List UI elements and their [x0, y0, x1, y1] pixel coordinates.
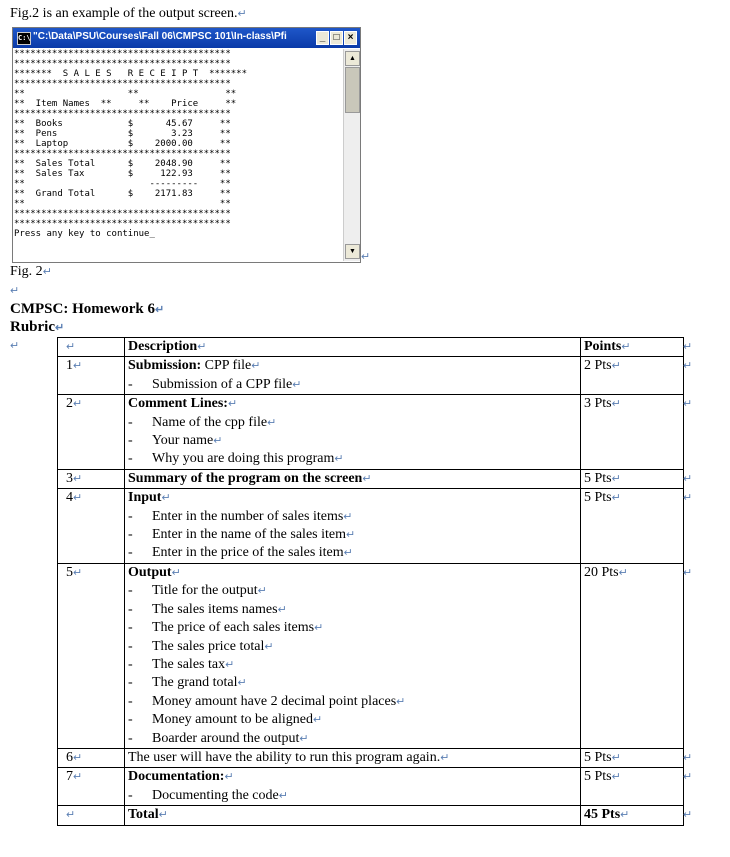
- row-title-rest: CPP file: [201, 358, 252, 374]
- total-points: [581, 806, 684, 825]
- table-row: [58, 768, 684, 806]
- paragraph-mark-icon: ↵: [611, 360, 621, 373]
- header-points-label: Points: [584, 339, 622, 354]
- console-output: [14, 49, 342, 261]
- row-title: Output: [128, 564, 172, 580]
- rubric-item: Enter in the price of the sales item: [152, 545, 344, 561]
- paragraph-mark-icon: ↵: [73, 566, 83, 579]
- paragraph-mark-icon: ↵: [334, 453, 344, 466]
- paragraph-mark-icon: ↵: [66, 809, 76, 822]
- bullet-dash-icon: -: [128, 675, 133, 691]
- row-number: [58, 469, 125, 488]
- bullet-dash-icon: -: [128, 376, 133, 392]
- row-title: Summary of the program on the screen: [128, 470, 363, 486]
- row-points-value: 3 Pts: [584, 396, 612, 412]
- console-icon: C:\: [17, 32, 31, 45]
- paragraph-mark-icon: ↵: [225, 658, 235, 671]
- rubric-item: Submission of a CPP file: [152, 376, 293, 392]
- rubric-item: The price of each sales items: [152, 620, 315, 636]
- row-description: [125, 489, 581, 564]
- paragraph-mark-icon: ↵: [10, 285, 20, 297]
- paragraph-mark-icon: ↵: [224, 771, 234, 784]
- bullet-dash-icon: -: [128, 638, 133, 654]
- paragraph-mark-icon: ↵: [278, 789, 288, 802]
- paragraph-mark-icon: ↵: [66, 341, 76, 353]
- paragraph-mark-icon: ↵: [611, 492, 621, 505]
- row-number: [58, 489, 125, 564]
- table-row: [58, 748, 684, 767]
- row-end-mark-icon: ↵: [683, 771, 693, 783]
- bullet-dash-icon: -: [128, 508, 133, 524]
- paragraph-mark-icon: ↵: [277, 603, 287, 616]
- row-end-mark-icon: ↵: [683, 341, 693, 353]
- table-total-row: [58, 806, 684, 825]
- table-header-row: [58, 338, 684, 357]
- row-description: [125, 563, 581, 748]
- row-number-value: 5: [66, 564, 73, 580]
- row-number: [58, 748, 125, 767]
- bullet-dash-icon: -: [128, 414, 133, 430]
- paragraph-mark-icon: ↵: [73, 771, 83, 784]
- bullet-dash-icon: -: [128, 656, 133, 672]
- paragraph-mark-icon: ↵: [73, 492, 83, 505]
- row-end-mark-icon: ↵: [683, 567, 693, 579]
- row-number-value: 7: [66, 769, 73, 785]
- row-points: [581, 768, 684, 806]
- row-description: [125, 357, 581, 395]
- bullet-dash-icon: -: [128, 451, 133, 467]
- total-label: [125, 806, 581, 825]
- bullet-dash-icon: -: [128, 433, 133, 449]
- paragraph-mark-icon: ↵: [396, 695, 406, 708]
- rubric-item: Money amount have 2 decimal point places: [152, 693, 397, 709]
- paragraph-mark-icon: ↵: [440, 751, 450, 764]
- paragraph-mark-icon: ↵: [621, 341, 631, 353]
- bullet-dash-icon: -: [128, 693, 133, 709]
- row-number-value: 6: [66, 749, 73, 765]
- row-number-value: 4: [66, 490, 73, 506]
- paragraph-mark-icon: ↵: [343, 547, 353, 560]
- rubric-item: Your name: [152, 433, 214, 449]
- bullet-dash-icon: -: [128, 787, 133, 803]
- paragraph-mark-icon: ↵: [257, 585, 267, 598]
- row-number: [58, 563, 125, 748]
- paragraph-mark-icon: ↵: [312, 714, 323, 727]
- row-end-mark-icon: ↵: [683, 492, 693, 504]
- table-row: [58, 563, 684, 748]
- row-title: Input: [128, 490, 162, 506]
- bullet-dash-icon: -: [128, 712, 133, 728]
- page-title: CMPSC: Homework 6↵: [10, 301, 165, 317]
- rubric-item: Why you are doing this program: [152, 451, 335, 467]
- scroll-up-icon[interactable]: ▲: [345, 51, 360, 66]
- row-end-mark-icon: ↵: [683, 809, 693, 821]
- row-points-value: 5 Pts: [584, 490, 612, 506]
- paragraph-mark-icon: ↵: [314, 622, 324, 635]
- row-points: [581, 563, 684, 748]
- paragraph-mark-icon: ↵: [158, 809, 168, 822]
- rubric-item: The sales tax: [152, 656, 226, 672]
- total-label-text: Total: [128, 807, 159, 823]
- row-title: Comment Lines:: [128, 396, 228, 412]
- paragraph-mark-icon: ↵: [251, 360, 261, 373]
- row-description: [125, 395, 581, 470]
- paragraph-mark-icon: ↵: [171, 566, 181, 579]
- paragraph-mark-icon: ↵: [161, 492, 171, 505]
- row-points: [581, 489, 684, 564]
- paragraph-mark-icon: ↵: [197, 341, 207, 353]
- paragraph-mark-icon: ↵: [362, 472, 372, 485]
- rubric-item: The sales items names: [152, 601, 278, 617]
- bullet-dash-icon: -: [128, 545, 133, 561]
- total-num: [58, 806, 125, 825]
- row-end-mark-icon: ↵: [683, 360, 693, 372]
- scroll-down-icon[interactable]: ▼: [345, 244, 360, 259]
- paragraph-mark-icon: ↵: [620, 809, 630, 822]
- row-description: [125, 748, 581, 767]
- rubric-item: The grand total: [152, 675, 238, 691]
- paragraph-mark-icon: ↵: [73, 472, 83, 485]
- paragraph-mark-icon: ↵: [611, 771, 621, 784]
- paragraph-mark-icon: ↵: [292, 378, 302, 391]
- paragraph-mark-icon: ↵: [299, 732, 309, 745]
- bullet-dash-icon: -: [128, 601, 133, 617]
- row-points-value: 20 Pts: [584, 564, 619, 580]
- paragraph-mark-icon: ↵: [237, 677, 247, 690]
- figure-label: Fig. 2↵: [10, 264, 52, 279]
- row-description: [125, 768, 581, 806]
- figure-caption: Fig.2 is an example of the output screen.↵: [10, 6, 247, 21]
- paragraph-mark-icon: ↵: [611, 751, 621, 764]
- rubric-item: Name of the cpp file: [152, 414, 268, 430]
- rubric-item: Enter in the number of sales items: [152, 508, 344, 524]
- row-points-value: 2 Pts: [584, 358, 612, 374]
- bullet-dash-icon: -: [128, 730, 133, 746]
- header-description: [125, 338, 581, 357]
- paragraph-mark-icon: ↵: [10, 340, 20, 352]
- rubric-item: Money amount to be aligned: [152, 712, 313, 728]
- paragraph-mark-icon: ↵: [361, 251, 371, 263]
- table-row: [58, 489, 684, 564]
- rubric-item: The sales price total: [152, 638, 265, 654]
- row-points-value: 5 Pts: [584, 769, 612, 785]
- row-end-mark-icon: ↵: [683, 398, 693, 410]
- header-num: [58, 338, 125, 357]
- paragraph-mark-icon: ↵: [611, 398, 621, 411]
- row-points: [581, 395, 684, 470]
- row-end-mark-icon: ↵: [683, 473, 693, 485]
- paragraph-mark-icon: ↵: [618, 566, 628, 579]
- row-number-value: 1: [66, 358, 73, 374]
- row-title-rest: The user will have the ability to run this program again.: [128, 749, 441, 765]
- header-description-label: Description: [128, 339, 198, 354]
- vertical-scrollbar[interactable]: [343, 49, 360, 261]
- row-number: [58, 357, 125, 395]
- paragraph-mark-icon: ↵: [343, 510, 353, 523]
- paragraph-mark-icon: ↵: [267, 416, 277, 429]
- minimize-button[interactable]: _: [316, 31, 329, 45]
- rubric-item: Title for the output: [152, 583, 258, 599]
- window-titlebar[interactable]: [13, 28, 360, 48]
- paragraph-mark-icon: ↵: [73, 751, 83, 764]
- maximize-button[interactable]: □: [330, 31, 343, 45]
- paragraph-mark-icon: ↵: [611, 472, 621, 485]
- row-end-mark-icon: ↵: [683, 752, 693, 764]
- row-number: [58, 395, 125, 470]
- row-points: [581, 469, 684, 488]
- rubric-item: Documenting the code: [152, 787, 279, 803]
- row-points: [581, 748, 684, 767]
- console-window: [12, 27, 361, 263]
- row-number-value: 2: [66, 396, 73, 412]
- paragraph-mark-icon: ↵: [73, 398, 83, 411]
- rubric-table: [57, 337, 684, 826]
- paragraph-mark-icon: ↵: [264, 640, 274, 653]
- row-number-value: 3: [66, 470, 73, 486]
- paragraph-mark-icon: ↵: [73, 360, 83, 373]
- scroll-thumb[interactable]: [345, 67, 360, 113]
- bullet-dash-icon: -: [128, 620, 133, 636]
- header-points: [581, 338, 684, 357]
- table-row: [58, 357, 684, 395]
- row-description: [125, 469, 581, 488]
- paragraph-mark-icon: ↵: [213, 435, 223, 448]
- bullet-dash-icon: -: [128, 527, 133, 543]
- paragraph-mark-icon: ↵: [346, 529, 356, 542]
- row-points-value: 5 Pts: [584, 470, 612, 486]
- table-row: [58, 395, 684, 470]
- window-title: "C:\Data\PSU\Courses\Fall 06\CMPSC 101\In-class\Pfi: [33, 31, 287, 42]
- rubric-item: Enter in the name of the sales item: [152, 527, 346, 543]
- row-number: [58, 768, 125, 806]
- row-points: [581, 357, 684, 395]
- console-text: **************************************** **************************************** ******* S A L E S R E C E I P T ******* **************************************** ** ** ** ** Item Names ** ** Price ** **************************************** ** Books $ 45.67 ** ** Pens $ 3.23 ** ** Laptop $ 2000.00 ** **************************************** ** Sales Total $ 2048.90 ** ** Sales Tax $ 122.93 ** ** --------- ** ** Grand Total $ 2171.83 ** ** ** **************************************** **************************************** Press any key to continue_: [14, 49, 247, 239]
- row-title: Submission:: [128, 358, 202, 374]
- total-points-value: 45 Pts: [584, 807, 621, 823]
- row-title: Documentation:: [128, 769, 225, 785]
- rubric-item: Boarder around the output: [152, 730, 300, 746]
- close-button[interactable]: ×: [344, 31, 357, 45]
- paragraph-mark-icon: ↵: [227, 398, 238, 411]
- bullet-dash-icon: -: [128, 583, 133, 599]
- row-points-value: 5 Pts: [584, 749, 612, 765]
- table-row: [58, 469, 684, 488]
- page-subtitle: Rubric↵: [10, 319, 65, 335]
